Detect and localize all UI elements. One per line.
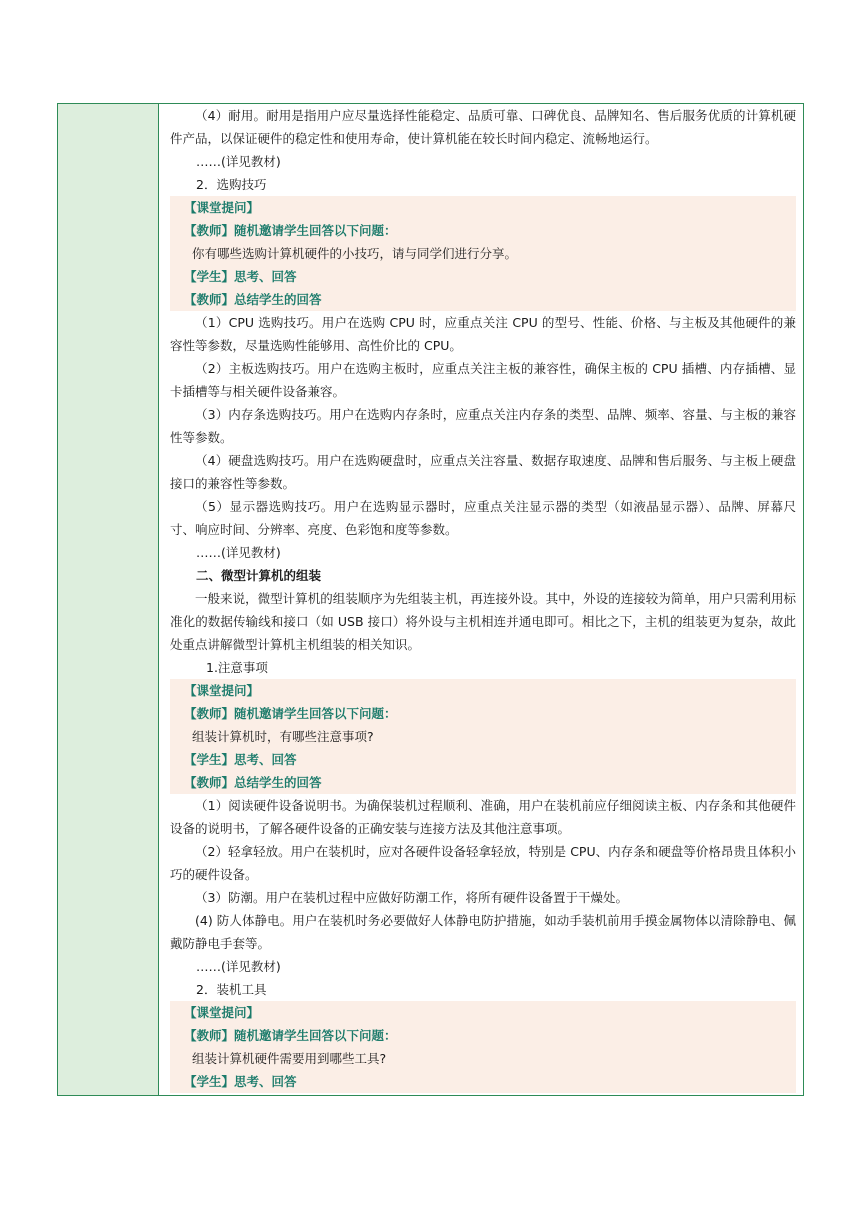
box-teacher-summary: 【教师】总结学生的回答 [184,292,322,307]
box-question: 你有哪些选购计算机硬件的小技巧，请与同学们进行分享。 [192,246,518,261]
paragraph-monitor: （5）显示器选购技巧。用户在选购显示器时，应重点关注显示器的类型（如液晶显示器）、品牌、屏幕尺寸、响应时间、分辨率、亮度、色彩饱和度等参数。 [170,499,796,537]
box-question: 组装计算机时，有哪些注意事项? [192,729,374,744]
box-student-response: 【学生】思考、回答 [184,269,297,284]
lesson-table [57,103,804,1096]
section-heading-assembly: 二、微型计算机的组装 [196,568,322,583]
class-question-box [170,196,796,311]
box-teacher-prompt: 【教师】随机邀请学生回答以下问题： [184,223,397,238]
see-textbook-note: ……(详见教材) [196,545,281,560]
paragraph-static: (4) 防人体静电。用户在装机时务必要做好人体静电防护措施，如动手装机前用手摸金属物体以清除静电、佩戴防静电手套等。 [170,913,796,951]
box-teacher-summary: 【教师】总结学生的回答 [184,775,322,790]
class-question-box [170,679,796,794]
left-column-cell [58,104,159,1095]
box-title: 【课堂提问】 [184,683,260,698]
paragraph-assembly-intro: 一般来说，微型计算机的组装顺序为先组装主机，再连接外设。其中，外设的连接较为简单，用户只需利用标准化的数据传输线和接口（如 USB 接口）将外设与主机相连并通电即可。相比之下，主机的组装更为复杂，故此处重点讲解微型计算机主机组装的相关知识。 [170,591,796,652]
paragraph-handle-gently: （2）轻拿轻放。用户在装机时，应对各硬件设备轻拿轻放，特别是 CPU、内存条和硬盘等价格昂贵且体积小巧的硬件设备。 [170,844,796,882]
subheading-purchase-tips: 2．选购技巧 [196,177,267,192]
class-question-box [170,1001,796,1093]
box-teacher-prompt: 【教师】随机邀请学生回答以下问题： [184,1028,397,1043]
see-textbook-note: ……(详见教材) [196,154,281,169]
box-teacher-prompt: 【教师】随机邀请学生回答以下问题： [184,706,397,721]
box-title: 【课堂提问】 [184,1005,260,1020]
paragraph-cpu: （1）CPU 选购技巧。用户在选购 CPU 时，应重点关注 CPU 的型号、性能、价格、与主板及其他硬件的兼容性等参数，尽量选购性能够用、高性价比的 CPU。 [170,315,796,353]
paragraph-memory: （3）内存条选购技巧。用户在选购内存条时，应重点关注内存条的类型、品牌、频率、容量、与主板的兼容性等参数。 [170,407,796,445]
paragraph-disk: （4）硬盘选购技巧。用户在选购硬盘时，应重点关注容量、数据存取速度、品牌和售后服务、与主板上硬盘接口的兼容性等参数。 [170,453,796,491]
box-student-response: 【学生】思考、回答 [184,752,297,767]
paragraph-motherboard: （2）主板选购技巧。用户在选购主板时，应重点关注主板的兼容性，确保主板的 CPU 插槽、内存插槽、显卡插槽等与相关硬件设备兼容。 [170,361,796,399]
box-student-response: 【学生】思考、回答 [184,1074,297,1089]
subheading-notes: 1.注意事项 [206,660,268,675]
subheading-tools: 2．装机工具 [196,982,267,997]
paragraph-moisture: （3）防潮。用户在装机过程中应做好防潮工作，将所有硬件设备置于干燥处。 [195,890,628,905]
content-cell [170,104,796,1093]
paragraph-durable: （4）耐用。耐用是指用户应尽量选择性能稳定、品质可靠、口碑优良、品牌知名、售后服务优质的计算机硬件产品，以保证硬件的稳定性和使用寿命，使计算机能在较长时间内稳定、流畅地运行。 [170,108,796,146]
box-title: 【课堂提问】 [184,200,260,215]
box-question: 组装计算机硬件需要用到哪些工具? [192,1051,387,1066]
paragraph-read-manual: （1）阅读硬件设备说明书。为确保装机过程顺利、准确，用户在装机前应仔细阅读主板、内存条和其他硬件设备的说明书，了解各硬件设备的正确安装与连接方法及其他注意事项。 [170,798,796,836]
see-textbook-note: ……(详见教材) [196,959,281,974]
